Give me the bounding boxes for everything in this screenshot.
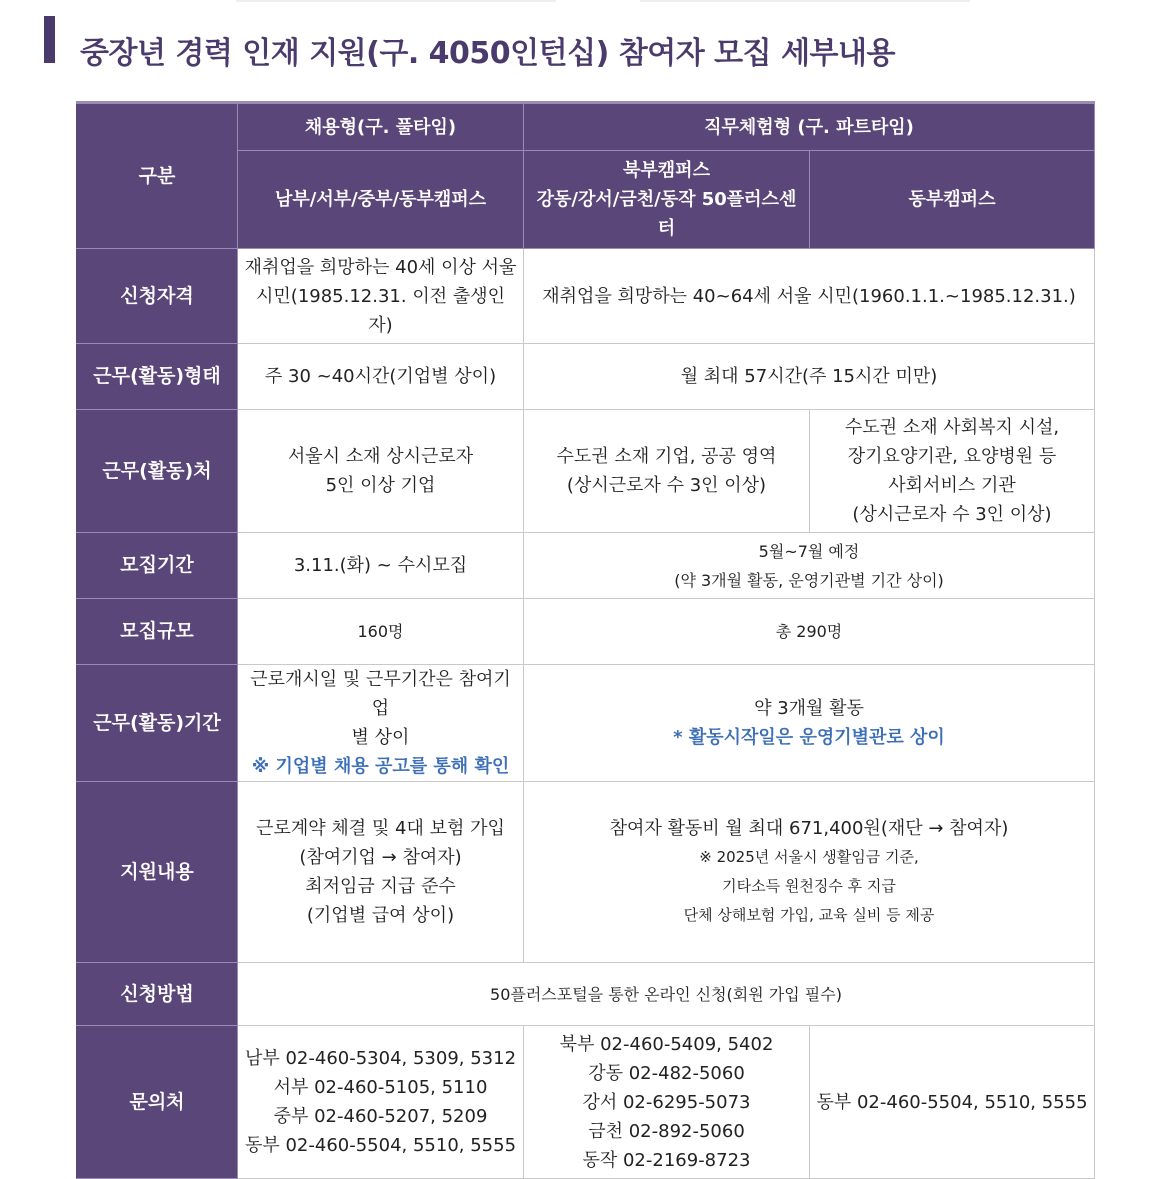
workplace-east-line4: (상시근로자 수 3인 이상)	[852, 504, 1052, 525]
header-campus-a: 남부/서부/중부/동부캠퍼스	[238, 151, 524, 249]
duration-hiring-line2: 별 상이	[351, 727, 410, 748]
eligibility-hiring	[238, 249, 524, 344]
contact-north: 북부 02-460-5409, 5402	[559, 1033, 774, 1055]
label-eligibility: 신청자격	[77, 249, 238, 344]
apply-value: 50플러스포털을 통한 온라인 신청(회원 가입 필수)	[238, 963, 1095, 1026]
contact-south: 남부 02-460-5304, 5309, 5312	[244, 1048, 517, 1069]
contact-gangseo: 강서 02-6295-5073	[582, 1091, 751, 1113]
recruitment-details-table	[76, 101, 1095, 1179]
row-period	[77, 533, 1095, 599]
top-decor-right	[640, 0, 970, 2]
contact-west: 서부 02-460-5105, 5110	[273, 1077, 488, 1098]
row-workplace	[77, 410, 1095, 533]
support-experience	[524, 782, 1095, 963]
row-work-type	[77, 344, 1095, 410]
support-experience-line4: 단체 상해보험 가입, 교육 실비 등 제공	[683, 906, 935, 924]
header-row-1	[77, 103, 1095, 151]
header-type-hiring: 채용형(구. 풀타임)	[238, 103, 524, 151]
workplace-north-line2: (상시근로자 수 3인 이상)	[566, 475, 767, 496]
label-workplace: 근무(활동)처	[77, 410, 238, 533]
eligibility-hiring-line1: 재취업을 희망하는 40세 이상 서울	[244, 256, 517, 278]
support-hiring-line2: (참여기업 → 참여자)	[299, 847, 462, 868]
support-experience-line1: 참여자 활동비 월 최대 671,400원(재단 → 참여자)	[609, 818, 1009, 839]
page-title: 중장년 경력 인재 지원(구. 4050인턴십) 참여자 모집 세부내용	[80, 36, 895, 71]
duration-hiring-line1: 근로개시일 및 근무기간은 참여기업	[250, 669, 511, 719]
label-contact: 문의처	[77, 1026, 238, 1179]
workplace-hiring-line2: 5인 이상 기업	[325, 475, 436, 496]
top-decor-left	[236, 0, 556, 2]
workplace-north-line1: 수도권 소재 기업, 공공 영역	[556, 446, 777, 467]
workplace-east-line3: 사회서비스 기관	[888, 475, 1016, 496]
contact-hiring	[238, 1026, 524, 1179]
row-duration	[77, 665, 1095, 782]
duration-experience-line1: 약 3개월 활동	[754, 698, 864, 719]
row-contact	[77, 1026, 1095, 1179]
header-campus-b	[524, 151, 810, 249]
support-hiring-line1: 근로계약 체결 및 4대 보험 가입	[256, 818, 505, 839]
duration-hiring	[238, 665, 524, 782]
contact-geumcheon: 금천 02-892-5060	[588, 1120, 745, 1142]
contact-gangdong: 강동 02-482-5060	[588, 1062, 745, 1084]
contact-east-campus: 동부 02-460-5504, 5510, 5555	[810, 1026, 1095, 1179]
workplace-east-line1: 수도권 소재 사회복지 시설,	[844, 417, 1060, 438]
eligibility-hiring-line2: 시민(1985.12.31. 이전 출생인 자)	[256, 285, 505, 336]
header-campus-c: 동부캠퍼스	[810, 151, 1095, 249]
contact-north-group	[524, 1026, 810, 1179]
label-period: 모집기간	[77, 533, 238, 599]
title-accent-bar	[44, 16, 55, 63]
period-experience-line2: (약 3개월 활동, 운영기관별 기간 상이)	[674, 570, 944, 590]
row-support	[77, 782, 1095, 963]
work-type-hiring: 주 30 ~40시간(기업별 상이)	[238, 344, 524, 410]
period-experience	[524, 533, 1095, 599]
support-experience-line2: ※ 2025년 서울시 생활임금 기준,	[699, 848, 919, 866]
period-hiring: 3.11.(화) ~ 수시모집	[238, 533, 524, 599]
header-category: 구분	[77, 103, 238, 249]
scale-hiring: 160명	[238, 599, 524, 665]
contact-east: 동부 02-460-5504, 5510, 5555	[244, 1135, 517, 1156]
workplace-east-line2: 장기요양기관, 요양병원 등	[847, 446, 1057, 467]
workplace-hiring-line1: 서울시 소재 상시근로자	[287, 446, 474, 467]
duration-hiring-note: ※ 기업별 채용 공고를 통해 확인	[251, 756, 510, 777]
contact-central: 중부 02-460-5207, 5209	[273, 1106, 488, 1127]
row-apply	[77, 963, 1095, 1026]
scale-experience: 총 290명	[524, 599, 1095, 665]
period-experience-line1: 5월~7월 예정	[758, 541, 860, 561]
header-campus-b-line1: 북부캠퍼스	[623, 160, 710, 181]
eligibility-experience: 재취업을 희망하는 40~64세 서울 시민(1960.1.1.~1985.12.31.)	[524, 249, 1095, 344]
header-type-experience: 직무체험형 (구. 파트타임)	[524, 103, 1095, 151]
row-eligibility	[77, 249, 1095, 344]
label-apply: 신청방법	[77, 963, 238, 1026]
header-campus-b-line2: 강동/강서/금천/동작 50플러스센터	[536, 189, 797, 239]
workplace-hiring	[238, 410, 524, 533]
support-experience-line3: 기타소득 원천징수 후 지급	[722, 877, 896, 895]
support-hiring-line4: (기업별 급여 상이)	[306, 905, 455, 926]
duration-experience-note: * 활동시작일은 운영기별관로 상이	[673, 727, 945, 748]
work-type-experience: 월 최대 57시간(주 15시간 미만)	[524, 344, 1095, 410]
label-support: 지원내용	[77, 782, 238, 963]
workplace-east	[810, 410, 1095, 533]
duration-experience	[524, 665, 1095, 782]
workplace-north	[524, 410, 810, 533]
support-hiring-line3: 최저임금 지급 준수	[305, 876, 456, 897]
label-duration: 근무(활동)기간	[77, 665, 238, 782]
contact-dongjak: 동작 02-2169-8723	[582, 1149, 751, 1171]
support-hiring	[238, 782, 524, 963]
label-scale: 모집규모	[77, 599, 238, 665]
label-work-type: 근무(활동)형태	[77, 344, 238, 410]
row-scale	[77, 599, 1095, 665]
